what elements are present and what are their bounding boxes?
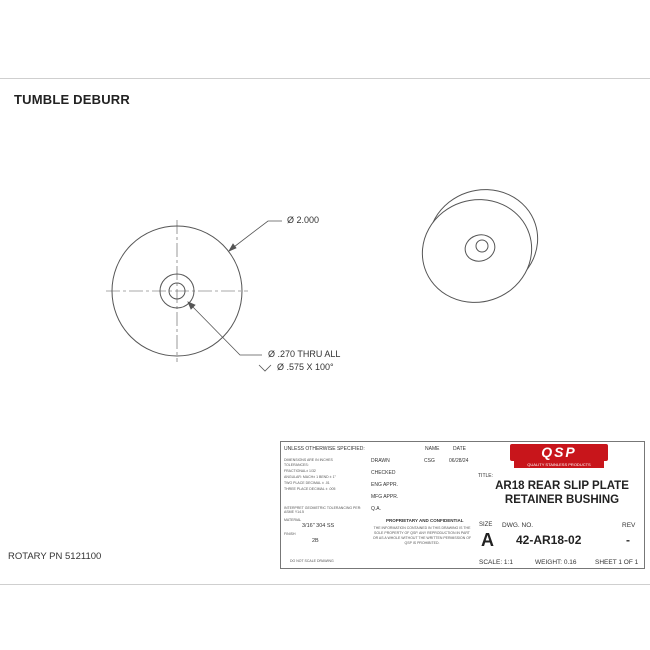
logo-wordmark: QSP [510,444,608,461]
part-title-line-1: AR18 REAR SLIP PLATE [495,480,629,492]
approval-row-label: MFG APPR. [371,494,399,500]
thru-hole-callout: Ø .270 THRU ALL [268,349,341,359]
name-column-header: NAME [425,446,440,452]
part-title-line-2: RETAINER BUSHING [504,494,620,506]
size-value: A [481,530,494,550]
approval-row-label: CHECKED [371,470,396,476]
tolerance-line: ANGULAR: MACH± 1 BEND ± 1° [284,475,336,479]
proprietary-text: THE INFORMATION CONTAINED IN THIS DRAWING IS THE SOLE PROPERTY OF QSP. ANY REPRODUCTION IN PART OR AS A WHOLE WITHOUT THE WRITTEN PERMISSION OF QSP IS PROHIBITED. [372,526,472,545]
date-column-header: DATE [453,446,466,452]
material-label: MATERIAL [284,518,302,522]
size-label: SIZE [479,522,493,528]
tolerance-line: THREE PLACE DECIMAL ± .005 [284,487,336,491]
countersink-symbol [259,365,271,371]
diameter-leader [230,221,282,250]
tolerance-line: TOLERANCES: [284,463,309,467]
isometric-view [409,176,551,317]
weight-value: WEIGHT: 0.16 [535,559,577,566]
front-view [106,220,248,362]
unless-specified-label: UNLESS OTHERWISE SPECIFIED: [284,446,365,452]
approval-row-name: CSG [424,458,435,464]
countersink-callout: Ø .575 X 100° [277,362,334,372]
tolerance-line: FRACTIONAL± 1/32 [284,469,316,473]
revision-value: - [626,533,630,547]
diameter-callout: Ø 2.000 [287,215,320,225]
drawing-number: 42-AR18-02 [516,533,582,547]
revision-label: REV [622,522,636,529]
part-title [486,479,638,507]
material-value: 3/16" 304 SS [302,523,335,529]
drawing-number-label: DWG. NO. [502,522,534,529]
process-note: TUMBLE DEBURR [14,92,130,107]
scale-value: SCALE: 1:1 [479,559,513,566]
diameter-arrowhead [229,244,236,251]
approval-row-label: ENG APPR. [371,482,398,488]
approval-row-date: 06/28/24 [449,458,469,464]
approval-row-label: Q.A. [371,506,382,512]
company-logo [510,444,608,472]
hole-leader [189,303,262,355]
logo-tagline: QUALITY STAINLESS PRODUCTS [514,461,604,468]
finish-label: FINISH [284,532,296,536]
finish-value: 2B [312,538,319,544]
tolerance-line: TWO PLACE DECIMAL ± .01 [284,481,330,485]
do-not-scale-note: DO NOT SCALE DRAWING [290,559,334,563]
interpret-note: INTERPRET GEOMETRIC TOLERANCING PER: ASME Y14.5 [284,506,362,514]
title-label: TITLE: [478,473,494,479]
approval-row-label: DRAWN [371,458,390,464]
sheet-number: SHEET 1 OF 1 [595,559,639,566]
proprietary-title: PROPRIETARY AND CONFIDENTIAL [386,518,464,523]
tolerance-line: DIMENSIONS ARE IN INCHES [284,458,333,462]
rotary-part-number: ROTARY PN 5121100 [8,551,102,562]
